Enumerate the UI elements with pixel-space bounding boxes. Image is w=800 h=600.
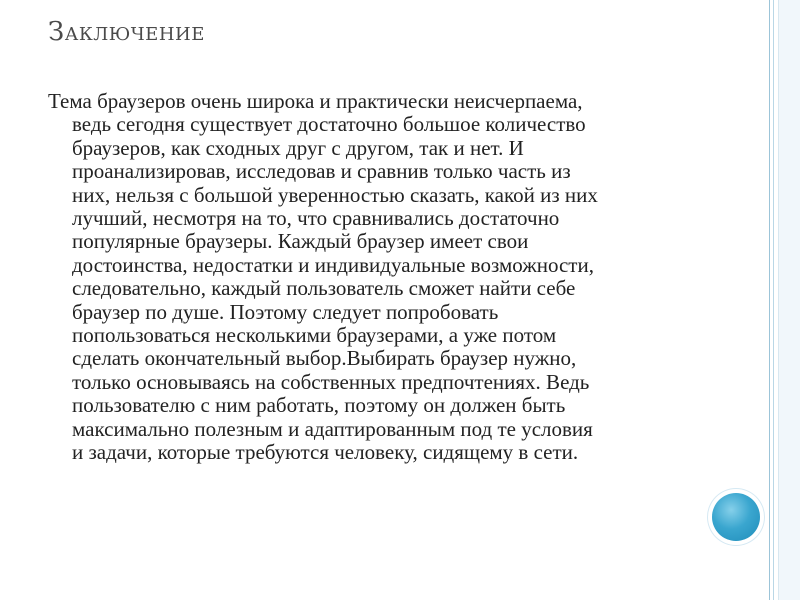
body-line: максимально полезным и адаптированным под те условия [72,416,593,441]
body-line: следовательно, каждый пользователь сможет найти себе [72,276,576,301]
body-line: них, нельзя с большой уверенностью сказать, какой из них [72,182,598,207]
accent-circle-icon [712,493,760,541]
body-line: ведь сегодня существует достаточно большое количество [72,112,586,137]
body-line: попользоваться несколькими браузерами, а уже потом [72,323,557,348]
body-line: браузеров, как сходных друг с другом, так и нет. И [72,135,524,160]
frame-strip [778,0,800,600]
body-line: браузер по душе. Поэтому следует попробовать [72,299,499,324]
slide-title: Заключение [48,17,205,47]
frame-line-outer [769,0,770,600]
body-line: популярные браузеры. Каждый браузер имеет свои [72,229,529,254]
frame-line-inner [773,0,774,600]
body-line: пользователю с ним работать, поэтому он должен быть [72,393,566,418]
body-line: сделать окончательный выбор.Выбирать браузер нужно, [72,346,577,371]
slide-body [48,90,758,465]
body-line: только основываясь на собственных предпочтениях. Ведь [72,369,590,394]
body-line: и задачи, которые требуются человеку, сидящему в сети. [72,440,579,465]
body-line: Тема браузеров очень широка и практически неисчерпаема, [48,89,583,113]
body-line: проанализировав, исследовав и сравнив только часть из [72,159,571,184]
body-line: лучший, несмотря на то, что сравнивались достаточно [72,206,560,231]
body-line: достоинства, недостатки и индивидуальные возможности, [72,252,594,277]
